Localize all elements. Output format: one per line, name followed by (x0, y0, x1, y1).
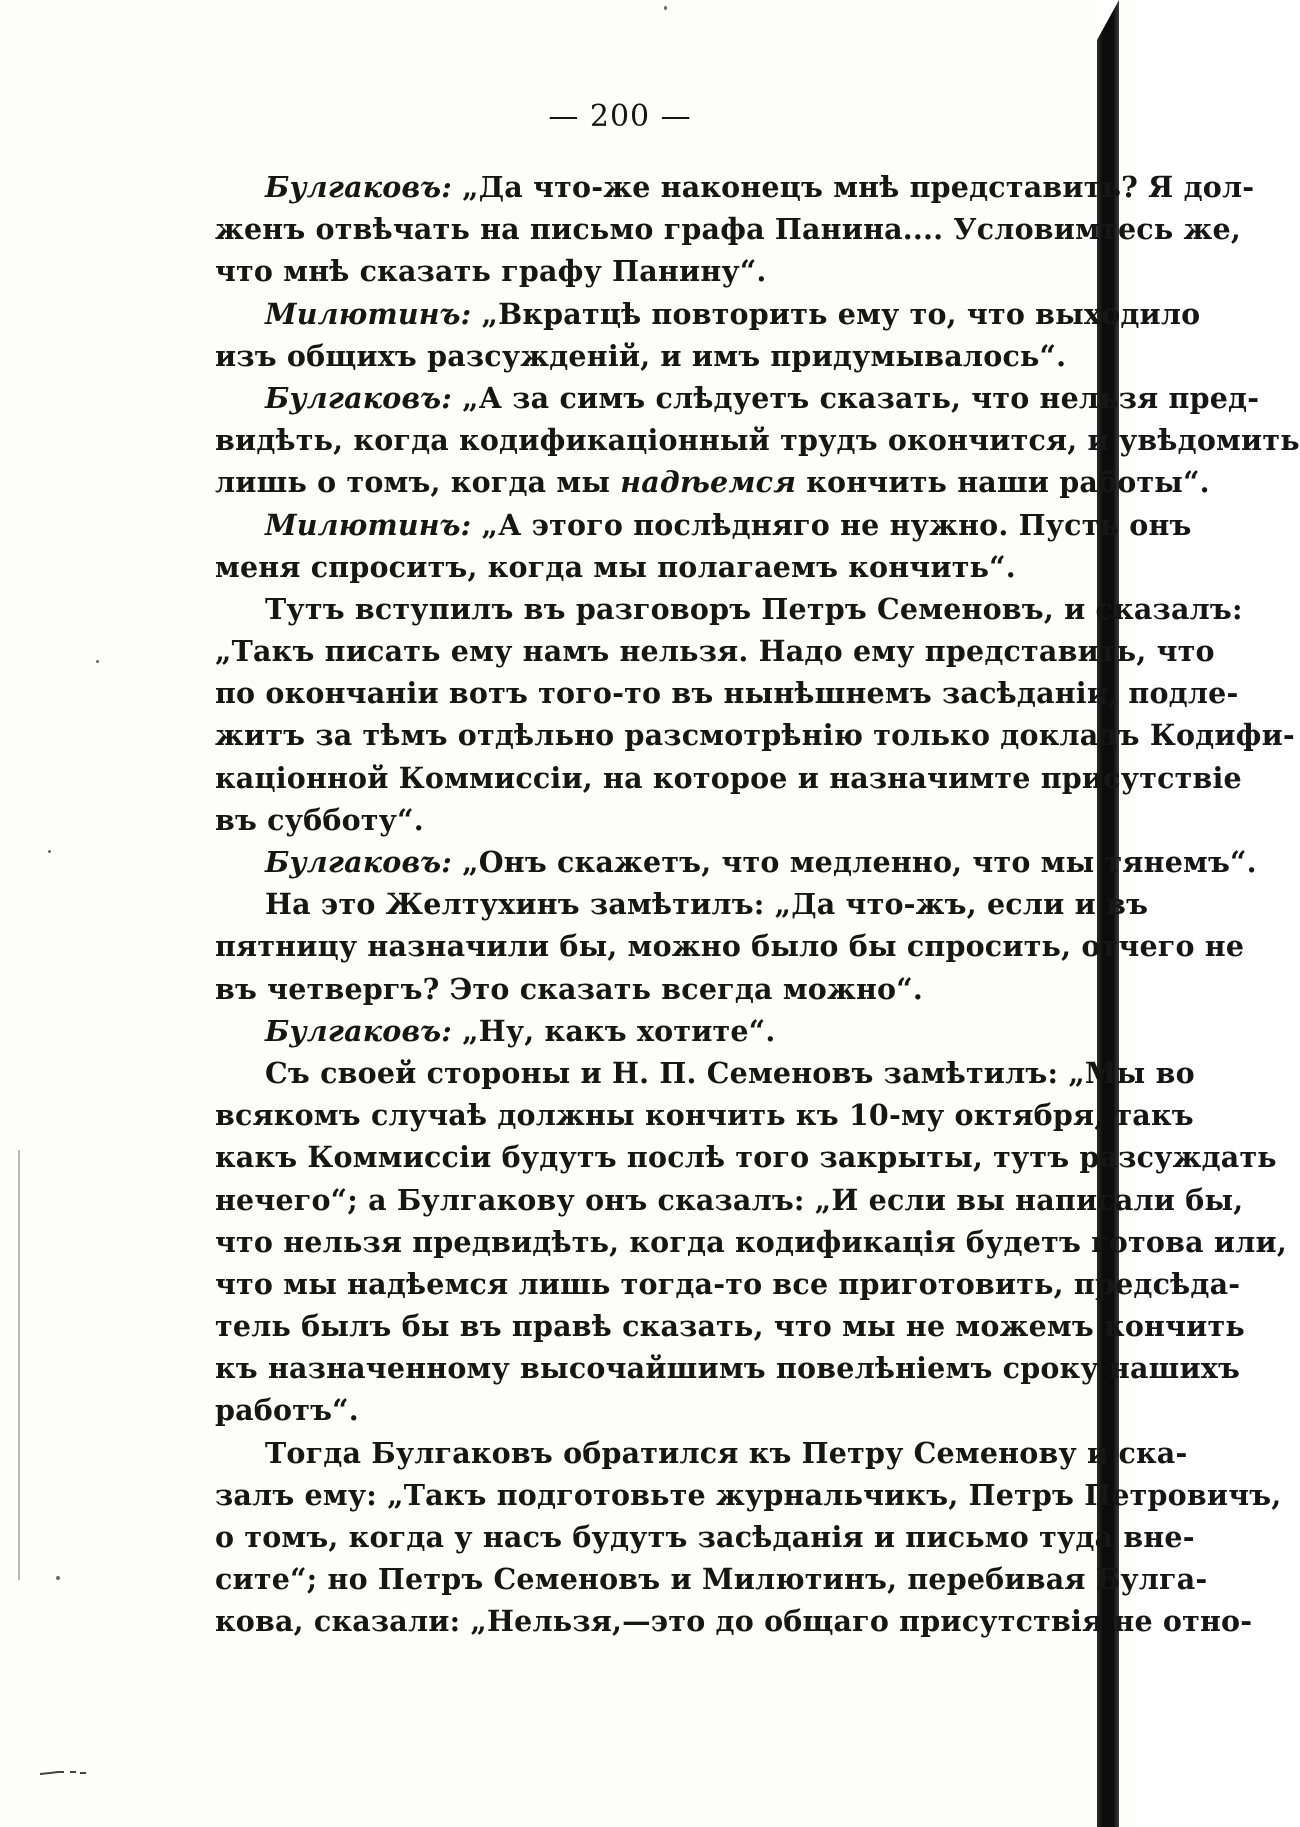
line-text: „А этого послѣдняго не нужно. Пусть онъ (471, 507, 1192, 542)
text-line (215, 166, 1255, 208)
line-text: женъ отвѣчать на письмо графа Панина.... Условимтесь же, (215, 212, 1241, 247)
text-line (215, 841, 1257, 883)
line-text: „А за симъ слѣдуетъ сказать, что нельзя пред- (452, 380, 1260, 415)
text-line (215, 968, 1053, 1010)
text-line (215, 208, 1241, 250)
text-line (215, 377, 1260, 419)
text-line (215, 461, 1210, 503)
body-text (215, 166, 1300, 1643)
speaker-name: Булгаковъ: (265, 845, 453, 879)
line-text: что мнѣ сказать графу Панину“. (215, 254, 767, 289)
speaker-name: Милютинъ: (265, 296, 472, 331)
line-text: пятницу назначили бы, можно было бы спросить, отчего не (215, 929, 1245, 964)
left-margin-rule (18, 1150, 20, 1580)
line-text: каціонной Коммиссіи, на которое и назначимте присутствіе (215, 760, 1242, 795)
text-line (215, 799, 1053, 841)
line-text: Тогда Булгаковъ обратился къ Петру Семенову и ска- (265, 1435, 1188, 1470)
text-line (215, 504, 1192, 546)
speaker-name: Милютинъ: (265, 507, 472, 542)
line-text: работъ“. (215, 1393, 359, 1428)
text-line (215, 1263, 1241, 1305)
ink-speck (96, 660, 99, 663)
line-text: „Да что-же наконецъ мнѣ представить? Я дол- (452, 170, 1255, 204)
line-text: изъ общихъ разсужденій, и имъ придумывалось“. (215, 338, 1067, 373)
line-text: „Вкратцѣ повторить ему то, что выходило (471, 296, 1201, 331)
line-text: къ назначенному высочайшимъ повелѣніемъ сроку нашихъ (215, 1351, 1241, 1386)
line-text: сите“; но Петръ Семеновъ и Милютинъ, перебивая Булга- (215, 1562, 1208, 1597)
line-text: Тутъ вступилъ въ разговоръ Петръ Семеновъ, и сказалъ: (265, 591, 1243, 626)
text-line (215, 1305, 1245, 1347)
ink-speck (56, 1576, 60, 1580)
speaker-name: Булгаковъ: (265, 380, 453, 415)
line-text: что нельзя предвидѣть, когда кодификація будетъ готова или, (215, 1224, 1287, 1259)
line-text: „Онъ скажетъ, что медленно, что мы тянемъ“. (452, 845, 1257, 879)
text-line (215, 419, 1300, 461)
text-line (215, 1136, 1277, 1178)
line-text: о томъ, когда у насъ будутъ засѣданія и письмо туда вне- (215, 1520, 1195, 1554)
line-text: На это Желтухинъ замѣтилъ: „Да что-жъ, если и въ (265, 887, 1149, 922)
text-line (215, 925, 1245, 967)
text-line (215, 630, 1215, 672)
margin-scribble (40, 1770, 86, 1776)
page-number: — 200 — (548, 99, 692, 134)
text-line (215, 250, 1053, 292)
text-line (215, 1010, 1053, 1052)
text-line (215, 672, 1239, 714)
speaker-name: Булгаковъ: (265, 1013, 453, 1048)
text-line (215, 1052, 1195, 1094)
text-line (215, 1389, 1053, 1431)
text-line (215, 1600, 1253, 1642)
line-text: житъ за тѣмъ отдѣльно разсмотрѣнію только докладъ Кодифи- (215, 718, 1295, 753)
line-text: что мы надѣемся лишь тогда-то все приготовить, предсѣда- (215, 1266, 1241, 1301)
text-line (215, 1516, 1195, 1558)
line-text: кончить наши работы“. (796, 465, 1210, 500)
text-line (215, 1558, 1208, 1600)
line-text: нечего“; а Булгакову онъ сказалъ: „И если вы написали бы, (215, 1182, 1244, 1217)
text-line (215, 1474, 1282, 1516)
line-text: „Ну, какъ хотите“. (452, 1013, 776, 1048)
text-line (215, 335, 1067, 377)
text-line (215, 714, 1295, 756)
line-text: кова, сказали: „Нельзя,—это до общаго присутствія не отно- (215, 1604, 1253, 1639)
line-text: въ субботу“. (215, 802, 424, 837)
ink-speck (48, 850, 51, 853)
text-line (215, 1432, 1188, 1474)
line-text: меня спроситъ, когда мы полагаемъ кончить“. (215, 549, 1016, 584)
text-line (215, 546, 1053, 588)
line-text: въ четвергъ? Это сказать всегда можно“. (215, 971, 923, 1006)
text-line (215, 293, 1201, 335)
ink-speck (664, 6, 667, 10)
emphasized-word: надѣемся (620, 465, 797, 500)
text-line (215, 757, 1242, 799)
line-text: какъ Коммиссіи будутъ послѣ того закрыты, тутъ разсуждать (215, 1140, 1277, 1175)
text-line (215, 1094, 1194, 1136)
line-text: видѣть, когда кодификаціонный трудъ окончится, и увѣдомить (215, 423, 1300, 458)
text-line (215, 883, 1149, 925)
text-line (215, 1347, 1241, 1389)
line-text: „Такъ писать ему намъ нельзя. Надо ему представить, что (215, 634, 1215, 669)
line-text: всякомъ случаѣ должны кончить къ 10-му октября, такъ (215, 1098, 1194, 1133)
line-text: по окончаніи вотъ того-то въ нынѣшнемъ засѣданіи, подле- (215, 676, 1239, 711)
line-text: лишь о томъ, когда мы (215, 465, 621, 500)
line-text: тель былъ бы въ правѣ сказать, что мы не можемъ кончить (215, 1309, 1245, 1344)
speaker-name: Булгаковъ: (265, 170, 453, 204)
line-text: Съ своей стороны и Н. П. Семеновъ замѣтилъ: „Мы во (265, 1055, 1195, 1090)
text-line (215, 1221, 1287, 1263)
line-text: залъ ему: „Такъ подготовьте журнальчикъ, Петръ Петровичъ, (215, 1477, 1282, 1512)
text-line (215, 1179, 1244, 1221)
text-line (215, 588, 1243, 630)
